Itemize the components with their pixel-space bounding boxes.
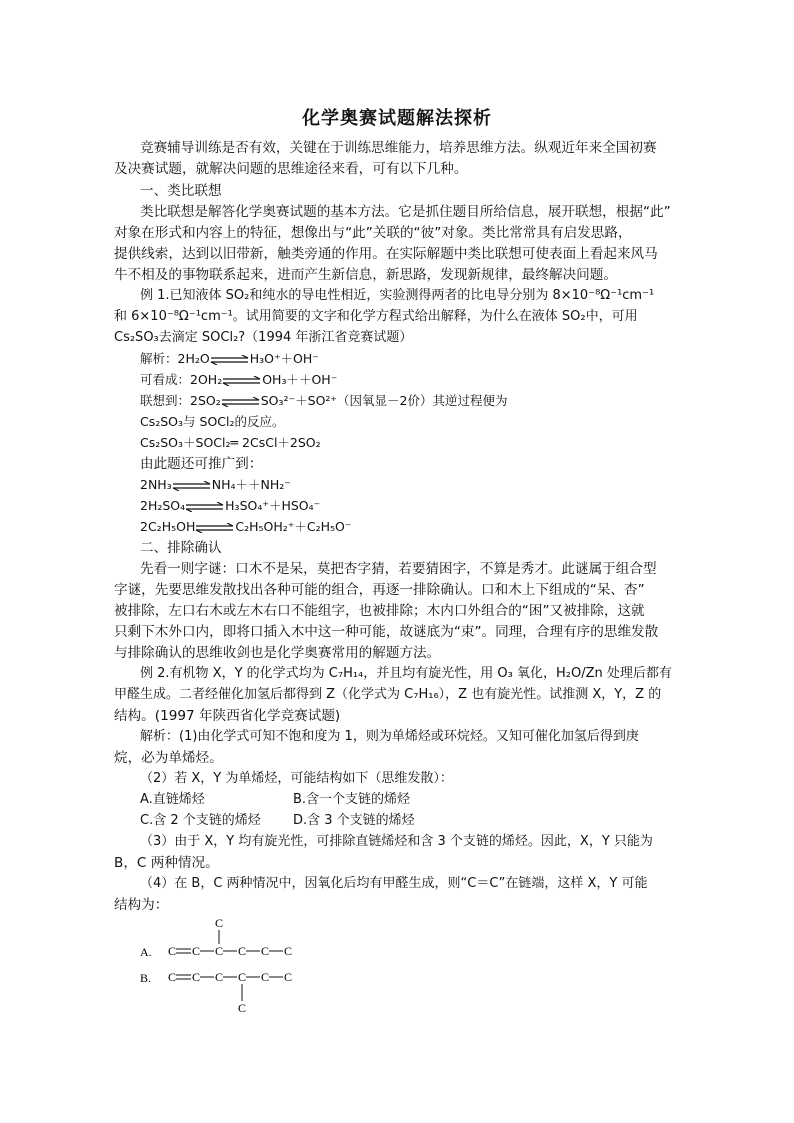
page-title: 化学奥赛试题解法探析 (302, 108, 492, 129)
option-d: D.含 3 个支链的烯烃 (293, 813, 415, 828)
equation-right: H₃O⁺＋OH⁻ (249, 351, 319, 366)
text-line: 只剩下木外口内，即将口插入木中这一种可能，故谜底为“束”。同理，合理有序的思维发散 (114, 624, 659, 640)
svg-text:C: C (215, 944, 224, 958)
svg-text:C: C (215, 916, 224, 930)
text-line: 竞赛辅导训练是否有效，关键在于训练思维能力，培养思维方法。纵观近年来全国初赛 (140, 140, 657, 156)
section-heading: 二、排除确认 (140, 540, 222, 556)
text-line: 和 6×10⁻⁸Ω⁻¹cm⁻¹。试用简要的文字和化学方程式给出解释，为什么在液体 SO₂中，可用 (114, 309, 638, 324)
equation-right: NH₄＋＋NH₂⁻ (211, 477, 291, 492)
option-a: A.直链烯烃 (140, 792, 205, 807)
equation-left: 解析：2H₂O (140, 351, 210, 366)
structure-diagram (130, 912, 330, 1022)
svg-text:C: C (168, 944, 177, 958)
equation-line (140, 349, 319, 369)
text-line: 被排除，左口右木或左木右口不能组字，也被排除；木内口外组合的“困”又被排除，这就 (114, 603, 645, 619)
svg-text:C: C (261, 944, 270, 958)
equilibrium-arrow-icon (210, 355, 250, 365)
structure-a-label: A. (140, 945, 152, 959)
structure-b-label: B. (140, 971, 152, 985)
svg-text:C: C (238, 944, 247, 958)
text-line: 例 1.已知液体 SO₂和纯水的导电性相近，实验测得两者的比电导分别为 8×10⁻⁸Ω⁻¹cm⁻¹ (140, 288, 655, 303)
svg-text:C: C (168, 970, 177, 984)
svg-text:C: C (238, 1001, 247, 1015)
text-line: 牛不相及的事物联系起来，进而产生新信息，新思路，发现新规律，最终解决问题。 (114, 267, 617, 283)
svg-text:C: C (215, 970, 224, 984)
text-line: B，C 两种情况。 (114, 855, 219, 871)
text-line: （3）由于 X，Y 均有旋光性，可排除直链烯烃和含 3 个支链的烯烃。因此，X，Y 只能为 (140, 834, 653, 849)
equation-line (140, 475, 291, 495)
text-line: 甲醛生成。二者经催化加氢后都得到 Z（化学式为 C₇H₁₆），Z 也有旋光性。试推测 X，Y，Z 的 (114, 687, 662, 702)
equation-left: 联想到：2SO₂ (140, 393, 221, 408)
text-line: （2）若 X，Y 为单烯烃，可能结构如下（思维发散）： (140, 771, 453, 786)
structure-b (168, 970, 292, 1015)
svg-text:C: C (261, 970, 270, 984)
text-line: （4）在 B，C 两种情况中，因氧化后均有甲醛生成，则“C＝C”在链端，这样 X，Y 可能 (140, 876, 648, 891)
option-b: B.含一个支链的烯烃 (293, 792, 411, 807)
equation-line: Cs₂SO₃＋SOCl₂═ 2CsCl＋2SO₂ (140, 435, 321, 450)
equation-left: 2C₂H₅OH (140, 519, 196, 534)
equation-line (140, 496, 320, 516)
svg-text:C: C (238, 970, 247, 984)
text-line: 烷，必为单烯烃。 (114, 750, 223, 766)
text-line: 例 2.有机物 X，Y 的化学式均为 C₇H₁₄，并且均有旋光性，用 O₃ 氧化，H₂O/Zn 处理后都有 (140, 666, 672, 681)
text-line: 由此题还可推广到： (140, 456, 263, 472)
equilibrium-arrow-icon (221, 397, 261, 407)
svg-text:C: C (192, 944, 201, 958)
equation-left: 2NH₃ (140, 477, 172, 492)
text-line: 及决赛试题，就解决问题的思维途径来看，可有以下几种。 (114, 161, 468, 177)
svg-text:C: C (284, 970, 293, 984)
section-heading: 一、类比联想 (140, 183, 222, 199)
equation-left: 可看成：2OH₂ (140, 372, 223, 387)
text-line: Cs₂SO₃去滴定 SOCl₂?（1994 年浙江省竞赛试题） (114, 330, 413, 345)
equilibrium-arrow-icon (185, 502, 225, 512)
text-line: 先看一则字谜：口木不是呆，莫把杏字猜，若要猜困字，不算是秀才。此谜属于组合型 (140, 561, 657, 577)
equation-line (140, 517, 351, 537)
svg-text:C: C (284, 944, 293, 958)
text-line: Cs₂SO₃与 SOCl₂的反应。 (140, 414, 285, 429)
text-line: 提供线索，达到以旧带新，触类旁通的作用。在实际解题中类比联想可使表面上看起来风马 (114, 246, 658, 262)
equation-line (140, 370, 337, 390)
svg-text:C: C (192, 970, 201, 984)
text-line: 与排除确认的思维收剑也是化学奥赛常用的解题方法。 (114, 645, 441, 661)
equation-right: OH₃＋＋OH⁻ (262, 372, 338, 387)
equilibrium-arrow-icon (222, 376, 262, 386)
equation-right: SO₃²⁻＋SO²⁺（因氧显－2价）其逆过程便为 (260, 393, 508, 408)
equation-right: H₃SO₄⁺＋HSO₄⁻ (225, 498, 321, 513)
structure-a (168, 916, 292, 958)
text-line: 结构。(1997 年陕西省化学竞赛试题) (114, 708, 341, 724)
option-c: C.含 2 个支链的烯烃 (140, 813, 261, 828)
equation-right: C₂H₅OH₂⁺＋C₂H₅O⁻ (235, 519, 352, 534)
equation-line (140, 391, 507, 411)
text-line: 对象在形式和内容上的特征，想像出与“此”关联的“彼”对象。类比常常具有启发思路， (114, 225, 632, 241)
text-line: 类比联想是解答化学奥赛试题的基本方法。它是抓住题目所给信息，展开联想，根据“此” (140, 204, 671, 220)
equation-left: 2H₂SO₄ (140, 498, 186, 513)
equilibrium-arrow-icon (172, 481, 212, 491)
text-line: 结构为： (114, 897, 169, 913)
text-line: 字谜，先要思维发散找出各种可能的组合，再逐一排除确认。口和木上下组成的“呆、杏” (114, 582, 645, 598)
equilibrium-arrow-icon (195, 523, 235, 533)
text-line: 解析：(1)由化学式可知不饱和度为 1，则为单烯烃或环烷烃。又知可催化加氢后得到庚 (140, 729, 639, 744)
